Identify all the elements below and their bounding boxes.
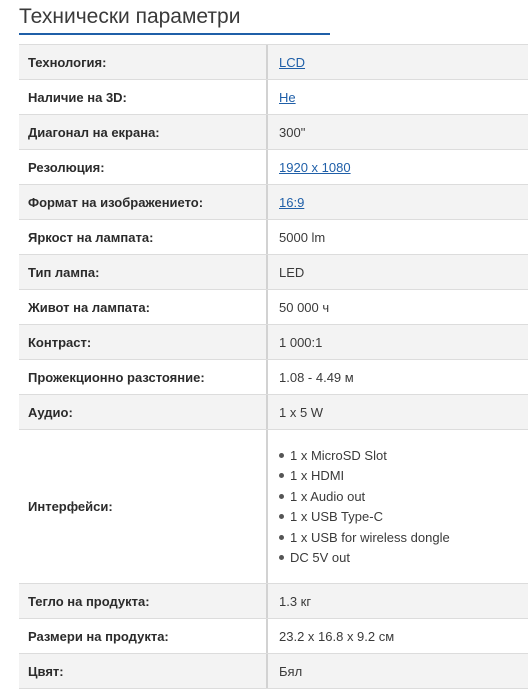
spec-value: 1 000:1	[279, 334, 323, 350]
spec-value: LED	[279, 264, 305, 280]
spec-key: Аудио:	[19, 395, 268, 429]
list-item: DC 5V out	[279, 548, 450, 569]
spec-row-3d	[19, 80, 528, 115]
spec-key: Размери на продукта:	[19, 619, 268, 653]
list-item: 1 x HDMI	[279, 465, 450, 486]
spec-row-weight	[19, 584, 528, 619]
spec-key: Наличие на 3D:	[19, 80, 268, 114]
list-item: 1 x MicroSD Slot	[279, 445, 450, 466]
spec-row-brightness	[19, 220, 528, 255]
spec-value-link[interactable]: Не	[279, 89, 296, 105]
bullet-icon	[279, 555, 284, 560]
bullet-icon	[279, 514, 284, 519]
spec-key: Контраст:	[19, 325, 268, 359]
spec-key: Живот на лампата:	[19, 290, 268, 324]
spec-value: 1 x 5 W	[279, 404, 324, 420]
spec-key: Резолюция:	[19, 150, 268, 184]
spec-row-lamp-life	[19, 290, 528, 325]
spec-key: Интерфейси:	[19, 430, 268, 583]
spec-row-color	[19, 654, 528, 689]
title-underline	[19, 33, 330, 35]
spec-value: 23.2 x 16.8 x 9.2 см	[279, 628, 395, 644]
spec-row-aspect	[19, 185, 528, 220]
bullet-icon	[279, 535, 284, 540]
spec-key: Яркост на лампата:	[19, 220, 268, 254]
spec-row-interfaces	[19, 430, 528, 584]
spec-row-technology	[19, 45, 528, 80]
spec-row-throw-distance	[19, 360, 528, 395]
spec-value: 5000 lm	[279, 229, 326, 245]
spec-row-diagonal	[19, 115, 528, 150]
spec-row-dimensions	[19, 619, 528, 654]
bullet-icon	[279, 453, 284, 458]
spec-key: Прожекционно разстояние:	[19, 360, 268, 394]
spec-key: Тип лампа:	[19, 255, 268, 289]
spec-value-link[interactable]: LCD	[279, 54, 306, 70]
spec-row-resolution	[19, 150, 528, 185]
list-item: 1 x Audio out	[279, 486, 450, 507]
spec-key: Тегло на продукта:	[19, 584, 268, 618]
spec-table	[19, 44, 528, 689]
spec-value-link[interactable]: 16:9	[279, 194, 305, 210]
spec-key: Технология:	[19, 45, 268, 79]
spec-key: Диагонал на екрана:	[19, 115, 268, 149]
spec-value: 300"	[279, 124, 306, 140]
spec-value: Бял	[279, 663, 303, 679]
spec-value: 50 000 ч	[279, 299, 330, 315]
spec-value-link[interactable]: 1920 x 1080	[279, 159, 351, 175]
spec-value: 1.08 - 4.49 м	[279, 369, 354, 385]
spec-key: Цвят:	[19, 654, 268, 688]
bullet-icon	[279, 494, 284, 499]
bullet-icon	[279, 473, 284, 478]
section-header	[0, 0, 528, 43]
interfaces-list	[279, 445, 450, 569]
spec-row-contrast	[19, 325, 528, 360]
list-item: 1 x USB for wireless dongle	[279, 527, 450, 548]
section-title: Технически параметри	[19, 5, 241, 28]
spec-value: 1.3 кг	[279, 593, 312, 609]
list-item: 1 x USB Type-C	[279, 507, 450, 528]
spec-key: Формат на изображението:	[19, 185, 268, 219]
spec-row-audio	[19, 395, 528, 430]
spec-row-lamp-type	[19, 255, 528, 290]
